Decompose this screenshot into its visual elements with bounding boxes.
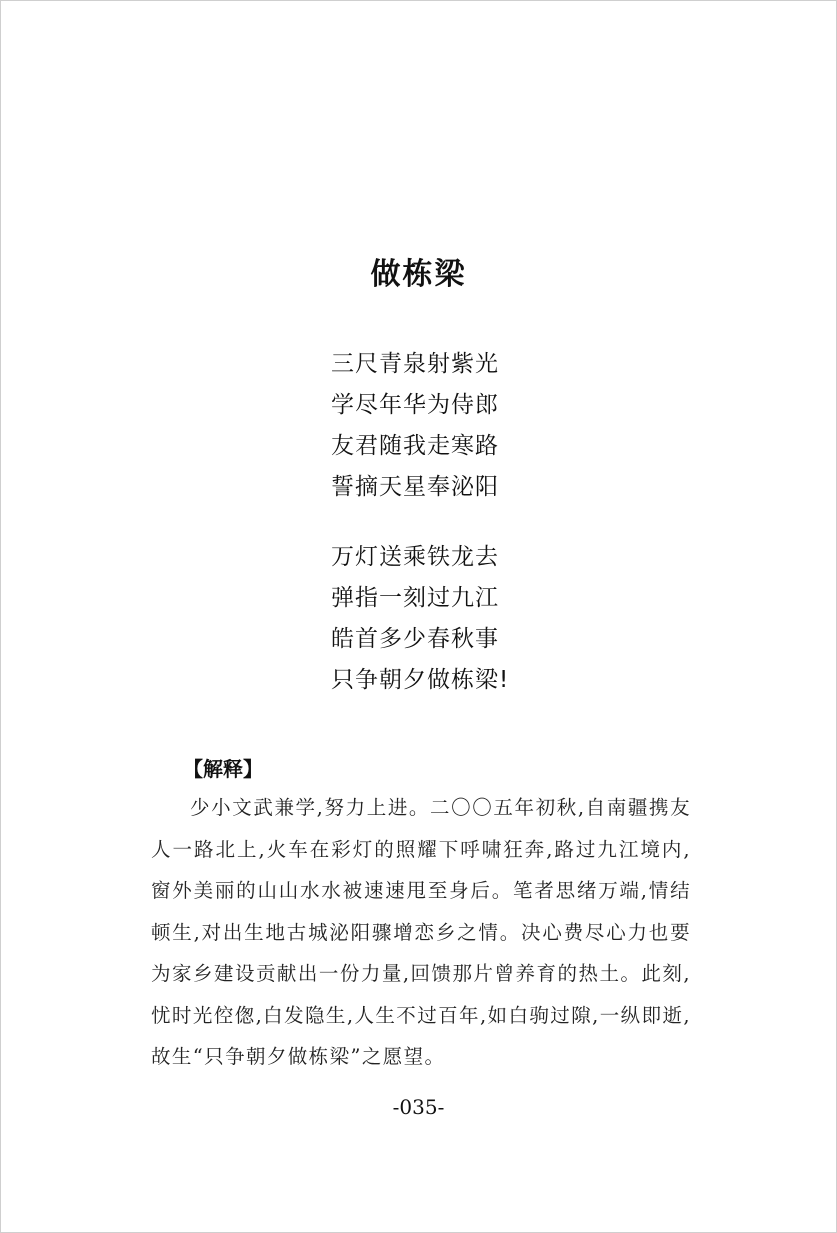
poem-line: 只争朝夕做栋梁! [331, 667, 510, 693]
poem-line: 誓摘天星奉泌阳 [331, 474, 499, 500]
poem-line: 皓首多少春秋事 [331, 626, 499, 652]
poem-title: 做栋梁 [370, 257, 467, 292]
explanation-heading: 【解释】 [183, 757, 263, 781]
page-number: -035- [392, 1095, 445, 1119]
poem-line: 友君随我走寒路 [331, 433, 499, 459]
poem-line: 弹指一刻过九江 [331, 585, 499, 611]
poem-line: 三尺青泉射紫光 [331, 351, 499, 377]
poem-line: 万灯送乘铁龙去 [331, 544, 499, 570]
poem-line: 学尽年华为侍郎 [331, 392, 499, 418]
poem-stanza-1 [331, 344, 499, 508]
explanation-body: 少小文武兼学,努力上进。二〇〇五年初秋,自南疆携友人一路北上,火车在彩灯的照耀下呼啸狂奔,路过九江境内,窗外美丽的山山水水被速速甩至身后。笔者思绪万端,情结顿生,对出生地古城泌阳骤增恋乡之情。决心费尽心力也要为家乡建设贡献出一份力量,回馈那片曾养育的热土。此刻,忧时光倥偬,白发隐生,人生不过百年,如白驹过隙,一纵即逝,故生“只争朝夕做栋梁”之愿望。 [151, 796, 691, 1068]
poem-stanza-2 [331, 537, 509, 701]
